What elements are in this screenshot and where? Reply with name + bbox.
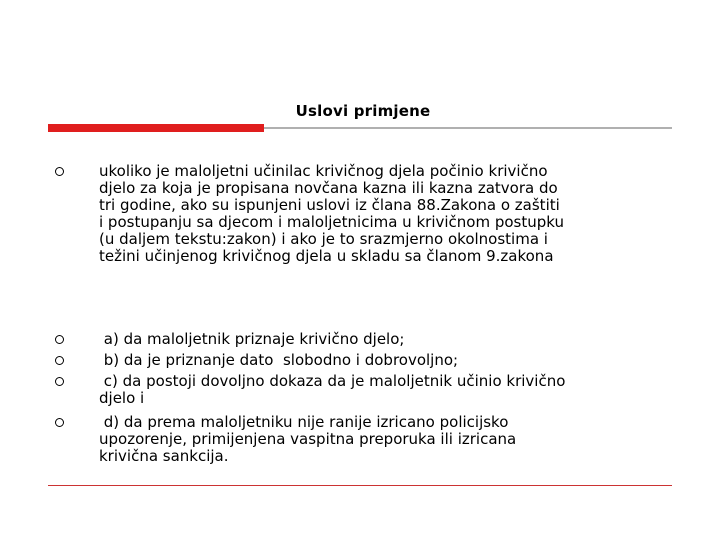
condition-item-d	[99, 414, 679, 465]
condition-item-c	[99, 373, 679, 407]
bottom-divider-line	[48, 485, 672, 486]
hollow-circle-bullet-icon	[55, 335, 64, 344]
condition-line: a) da maloljetnik priznaje krivično djelo;	[99, 330, 405, 348]
intro-line: (u daljem tekstu:zakon) i ako je to srazmjerno okolnostima i	[99, 230, 548, 248]
condition-line: b) da je priznanje dato slobodno i dobrovoljno;	[99, 351, 459, 369]
condition-item-a	[99, 331, 679, 348]
intro-line: ukoliko je maloljetni učinilac krivičnog djela počinio krivično	[99, 162, 548, 180]
condition-line: d) da prema maloljetniku nije ranije izricano policijsko	[99, 413, 509, 431]
condition-line: djelo i	[99, 389, 145, 407]
title-divider-line	[264, 127, 672, 129]
condition-line: krivična sankcija.	[99, 447, 229, 465]
title-accent-bar	[48, 124, 264, 132]
intro-paragraph	[99, 163, 679, 265]
hollow-circle-bullet-icon	[55, 356, 64, 365]
intro-line: i postupanju sa djecom i maloljetnicima u krivičnom postupku	[99, 213, 564, 231]
hollow-circle-bullet-icon	[55, 418, 64, 427]
intro-line: djelo za koja je propisana novčana kazna ili kazna zatvora do	[99, 179, 558, 197]
hollow-circle-bullet-icon	[55, 377, 64, 386]
condition-item-b	[99, 352, 679, 369]
condition-line: c) da postoji dovoljno dokaza da je maloljetnik učinio krivično	[99, 372, 566, 390]
intro-line: težini učinjenog krivičnog djela u skladu sa članom 9.zakona	[99, 247, 554, 265]
slide-title: Uslovi primjene	[295, 102, 431, 120]
intro-line: tri godine, ako su ispunjeni uslovi iz člana 88.Zakona o zaštiti	[99, 196, 560, 214]
condition-line: upozorenje, primijenjena vaspitna preporuka ili izricana	[99, 430, 517, 448]
hollow-circle-bullet-icon	[55, 167, 64, 176]
